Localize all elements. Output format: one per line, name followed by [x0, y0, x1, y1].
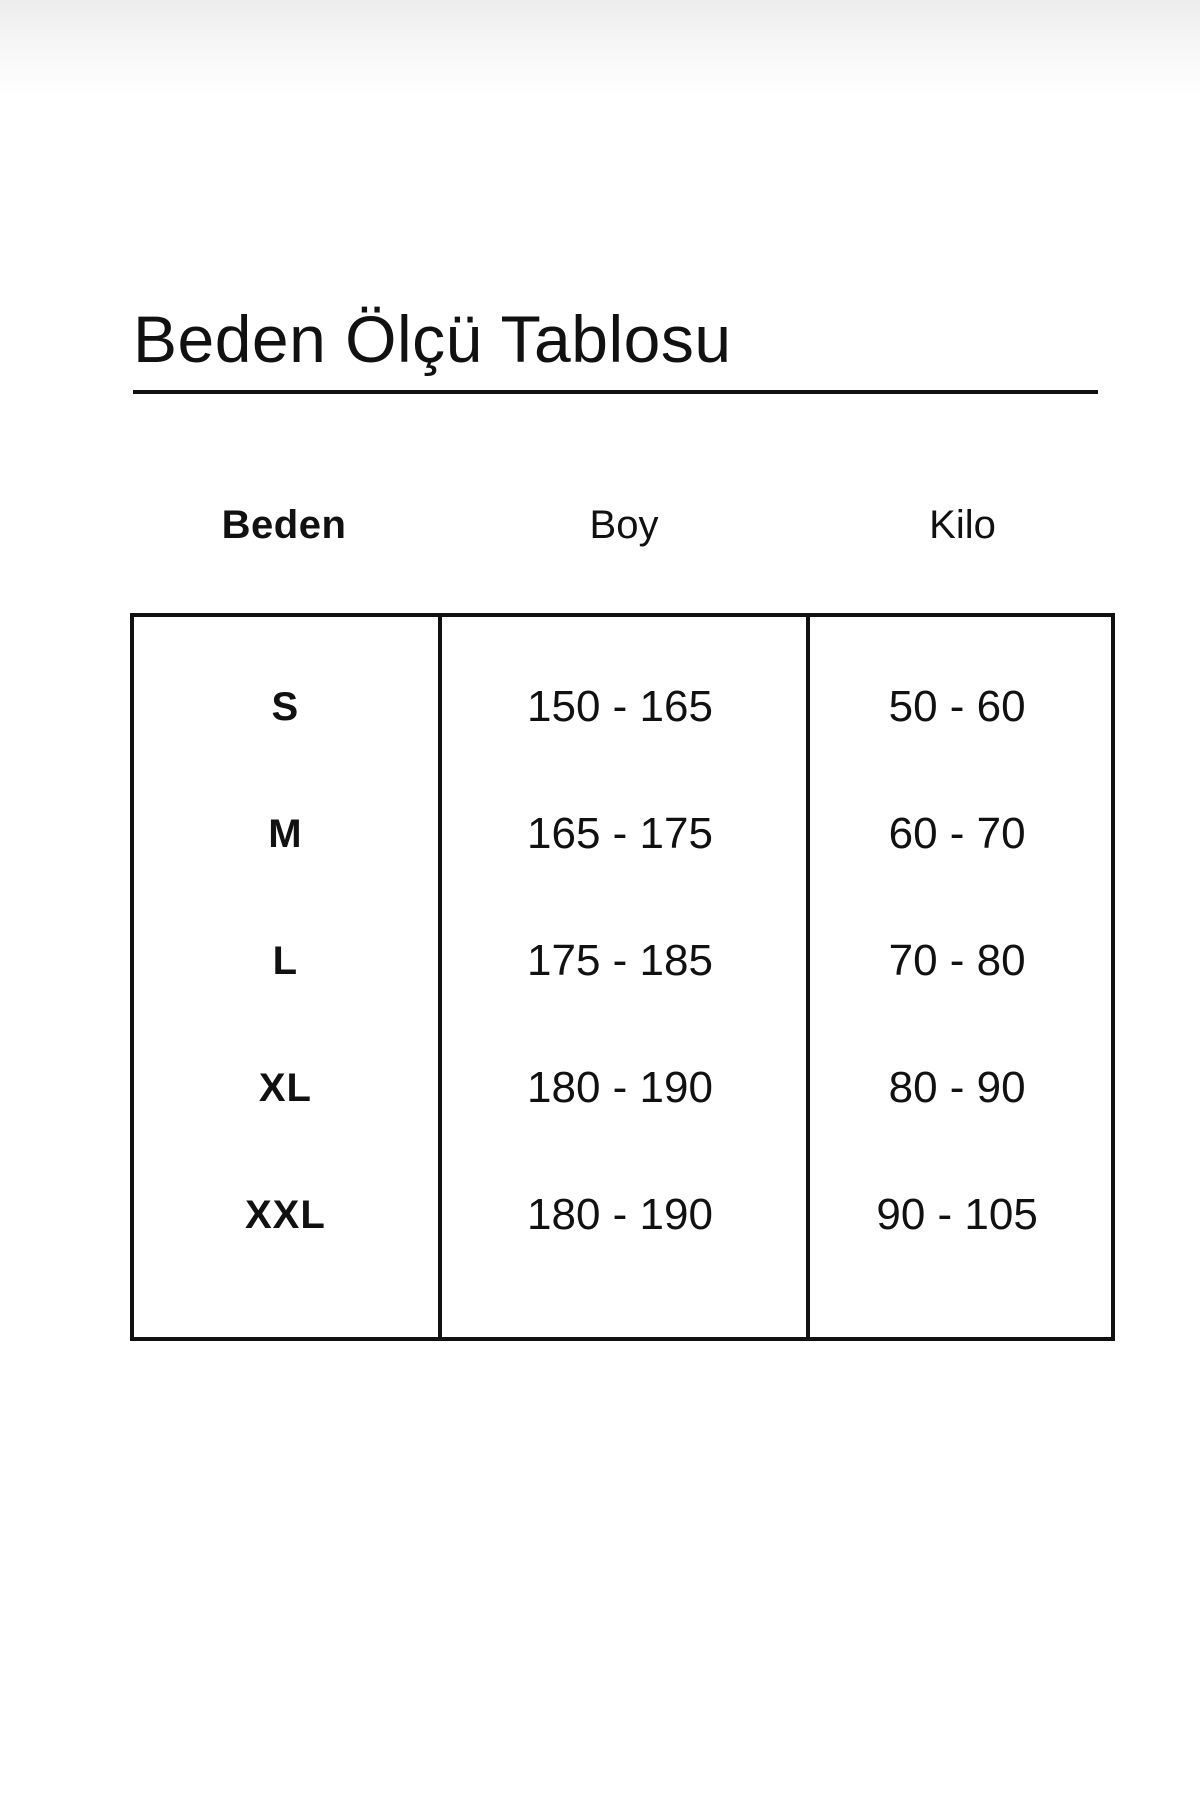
cell-size: L: [272, 938, 299, 983]
cell-weight: 90 - 105: [876, 1189, 1038, 1239]
page-title-block: [133, 302, 1093, 394]
title-underline: [133, 390, 1098, 394]
cell-height: 150 - 165: [527, 681, 713, 731]
cell-height: 180 - 190: [527, 1062, 713, 1112]
cell-height: 180 - 190: [527, 1189, 713, 1239]
column-header-weight: Kilo: [929, 503, 996, 547]
cell-size: S: [271, 684, 300, 729]
cell-height: 175 - 185: [527, 935, 713, 985]
cell-weight: 80 - 90: [888, 1062, 1026, 1112]
table-row: [134, 1151, 1111, 1278]
cell-size: M: [268, 811, 303, 856]
table-row: [134, 1024, 1111, 1151]
table-row: [134, 643, 1111, 770]
table-row: [134, 897, 1111, 1024]
page-title: Beden Ölçü Tablosu: [133, 302, 732, 376]
cell-weight: 50 - 60: [888, 681, 1026, 731]
cell-height: 165 - 175: [527, 808, 713, 858]
cell-size: XXL: [244, 1192, 326, 1237]
column-header-height: Boy: [589, 503, 659, 547]
table-header-row: [130, 505, 1130, 545]
cell-weight: 60 - 70: [888, 808, 1026, 858]
table-body: [134, 643, 1111, 1278]
cell-weight: 70 - 80: [888, 935, 1026, 985]
table-row: [134, 770, 1111, 897]
cell-size: XL: [258, 1065, 312, 1110]
column-header-size: Beden: [221, 503, 347, 547]
size-chart-table: [130, 613, 1115, 1341]
